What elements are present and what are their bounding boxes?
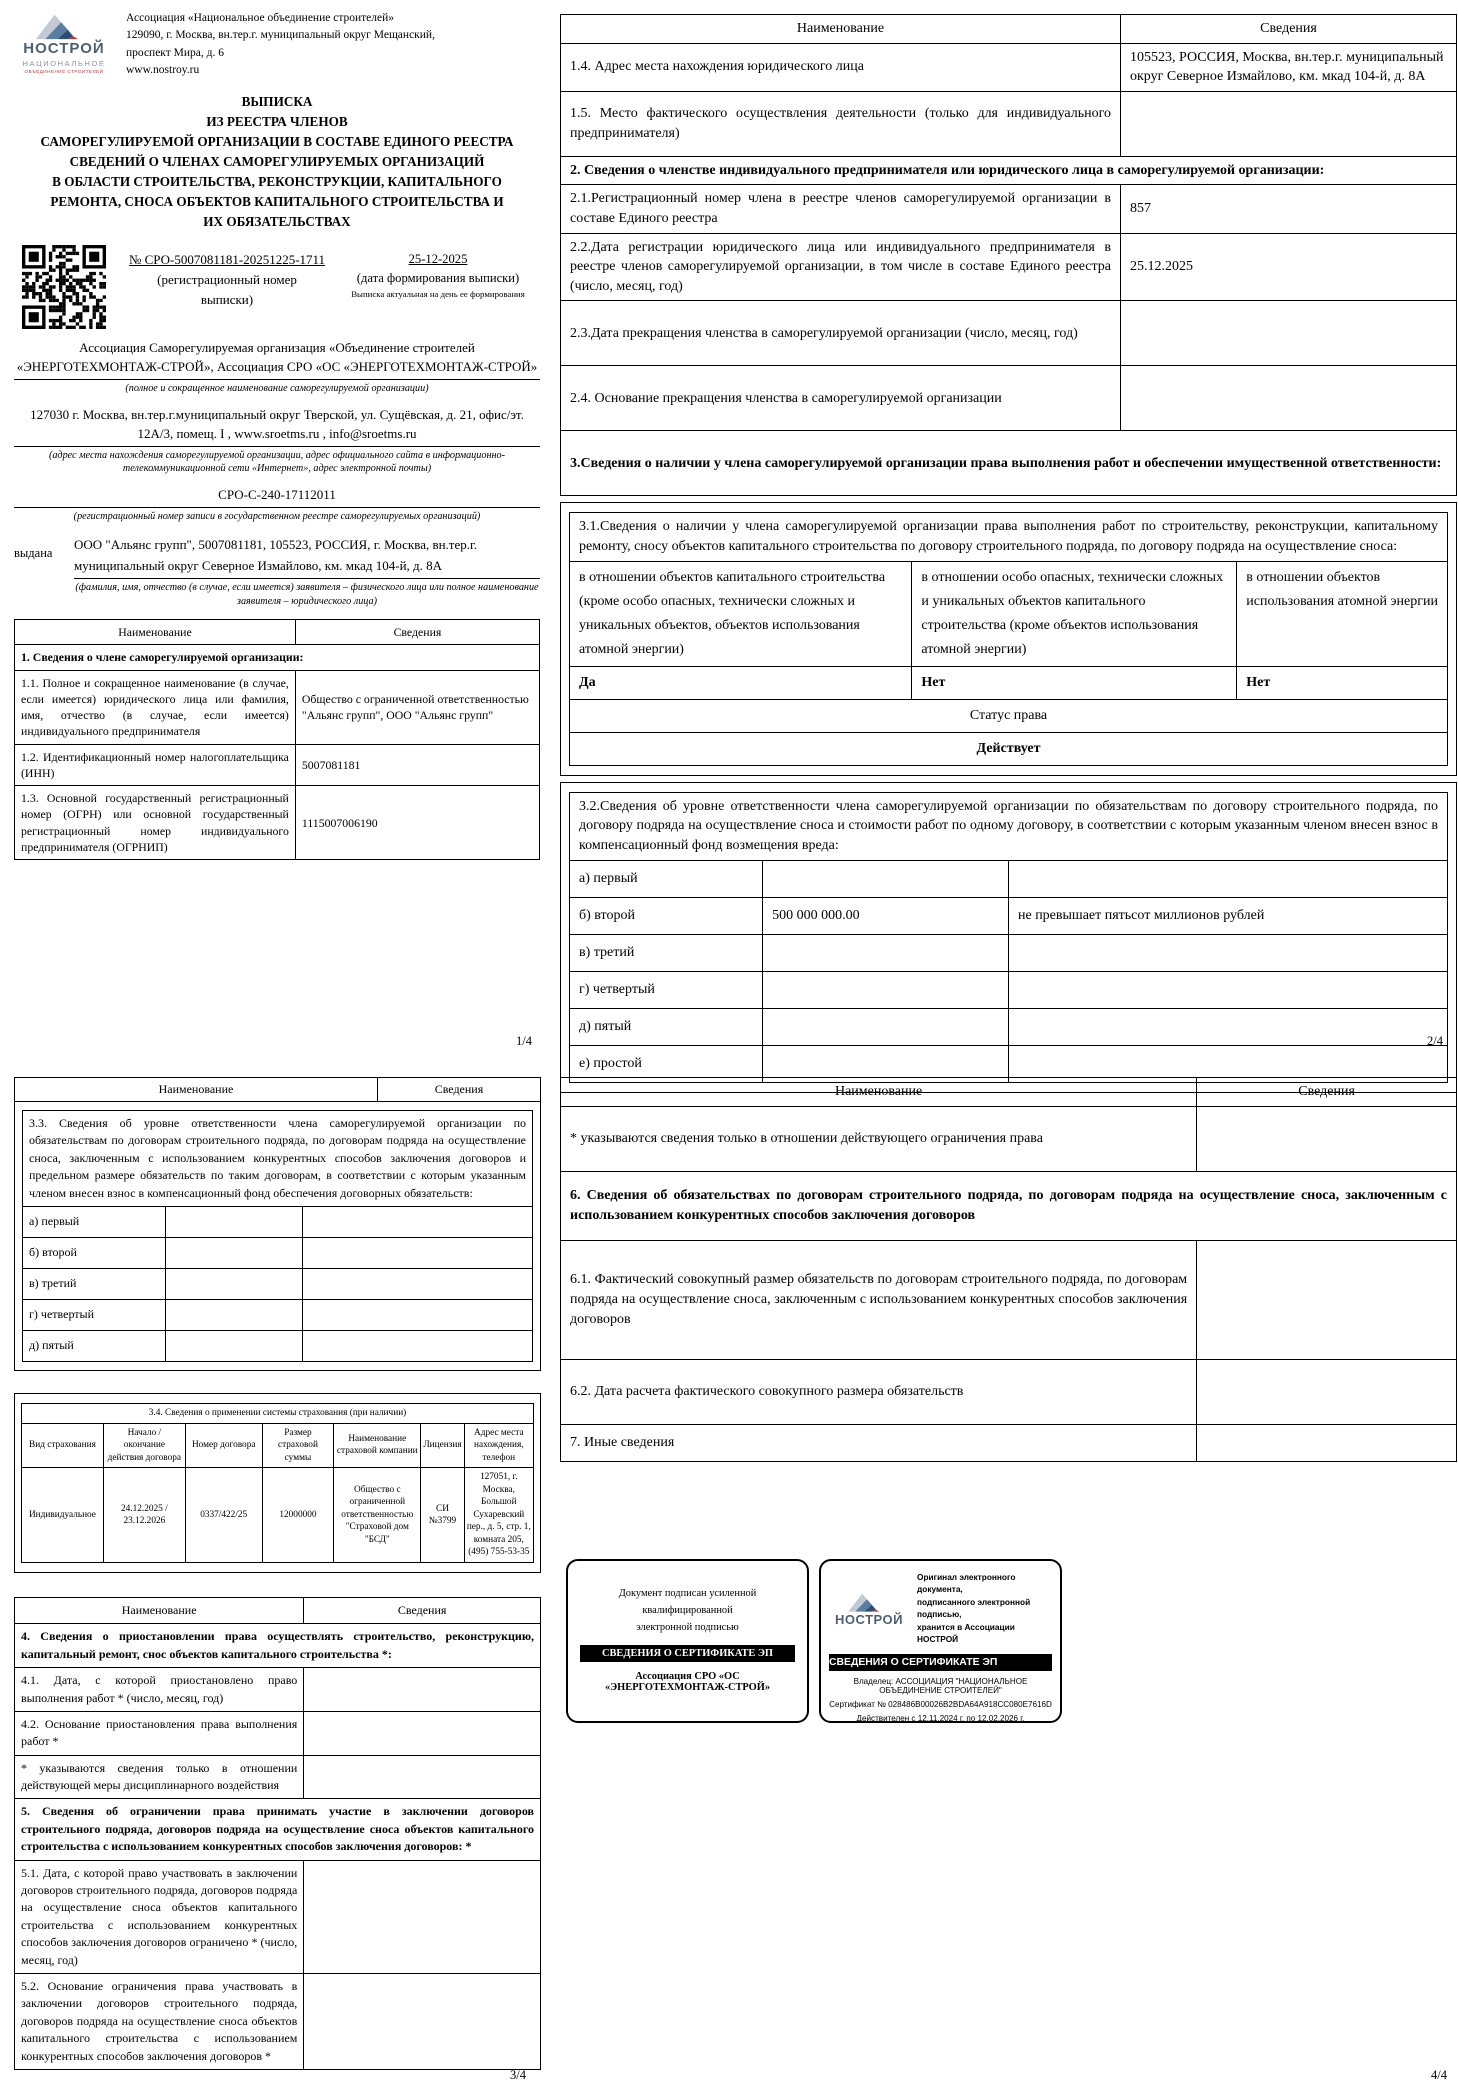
logo-subtitle-2: ОБЪЕДИНЕНИЕ СТРОИТЕЛЕЙ (24, 68, 104, 74)
row-label: 5.2. Основание ограничения права участвовать в заключении договоров строительного подряда, договоров подряда на осуществление сноса объектов капитального строительства с использованием конкурентных способов заключения договоров * (15, 1974, 304, 2070)
table-row (561, 43, 1457, 91)
nested-table-row (15, 1102, 541, 1371)
title-line: САМОРЕГУЛИРУЕМОЙ ОРГАНИЗАЦИИ В СОСТАВЕ ЕДИНОГО РЕЕСТРА (40, 134, 514, 149)
column-header-name: Наименование (15, 1078, 378, 1102)
sro-address: 127030 г. Москва, вн.тер.г.муниципальный округ Тверской, ул. Сущёвская, д. 21, офис/эт. 12А/3, помещ. I , www.sroetms.ru , info@sroetms.ru (14, 405, 540, 447)
level-note (1008, 860, 1447, 897)
signature-stamps (566, 1559, 1062, 1723)
sro-reg-number: СРО-С-240-17112011 (14, 485, 540, 508)
registration-row (14, 245, 540, 329)
sro-reg-caption: (регистрационный номер записи в государственном реестре саморегулируемых организаций) (73, 510, 481, 522)
status-value-row (570, 732, 1448, 765)
insurance-header: Наименование страховой компании (334, 1423, 421, 1468)
title-line: РЕМОНТА, СНОСА ОБЪЕКТОВ КАПИТАЛЬНОГО СТРОИТЕЛЬСТВА И (50, 194, 504, 209)
table-row (15, 1711, 541, 1755)
insurance-sum: 12000000 (262, 1468, 334, 1563)
insurance-license: СИ №3799 (421, 1468, 464, 1563)
column-header-value: Сведения (304, 1597, 541, 1623)
column-header-value: Сведения (377, 1078, 540, 1102)
page-1 (14, 8, 540, 860)
level-label: б) второй (570, 897, 763, 934)
rights-value: Да (570, 666, 912, 699)
rights-column: в отношении объектов использования атомной энергии (1237, 561, 1448, 666)
member-name: ООО "Альянс групп", 5007081181, 105523, РОССИЯ, г. Москва, вн.тер.г. муниципальный округ Северное Измайлово, км. мкад 104-й, д. 8А (74, 534, 540, 579)
extract-reg-caption: выписки) (200, 292, 254, 307)
level-amount (165, 1237, 303, 1268)
level-amount: 500 000 000.00 (763, 897, 1009, 934)
work-rights-table (569, 512, 1448, 766)
insurance-period: 24.12.2025 / 23.12.2026 (103, 1468, 185, 1563)
extract-date: 25-12-2025 (408, 252, 468, 266)
row-value (1121, 301, 1457, 366)
row-label: 2.1.Регистрационный номер члена в реестре членов саморегулируемой организации в составе Единого реестра (561, 185, 1121, 233)
qr-code (22, 245, 106, 329)
table-row (561, 91, 1457, 156)
document-header (14, 8, 540, 79)
row-value: Общество с ограниченной ответственностью "Альянс групп", ООО "Альянс групп" (295, 670, 539, 744)
page-2 (560, 14, 1457, 1093)
insurance-header: Лицензия (421, 1423, 464, 1468)
column-header-value: Сведения (1121, 15, 1457, 44)
row-label: 1.3. Основной государственный регистрационный номер (ОГРН) или основной государственный регистрационный номер индивидуального предпринимателя (ОГРНИП) (15, 786, 296, 860)
table-row (561, 1107, 1457, 1172)
liability-intro: 3.2.Сведения об уровне ответственности члена саморегулируемой организации по обязательствам по договору строительного подряда, по договору подряда на осуществление сноса и стоимости работ по одному договору, в соответствии с которым указанным членом внесен взнос в компенсационный фонд возмещения вреда: (570, 792, 1448, 860)
row-value: 25.12.2025 (1121, 233, 1457, 301)
level-label: д) пятый (570, 1008, 763, 1045)
sro-name-field (14, 338, 540, 396)
table-row (15, 1668, 541, 1712)
row-label: 1.2. Идентификационный номер налогоплательщика (ИНН) (15, 744, 296, 786)
column-header-name: Наименование (561, 1078, 1197, 1107)
table-row (570, 513, 1448, 561)
level-note (303, 1330, 533, 1361)
cert-validity: Действителен с 12.11.2024 г. по 12.02.2026 г. (856, 1713, 1025, 1723)
row-label: 2.4. Основание прекращения членства в саморегулируемой организации (561, 366, 1121, 431)
level-label: г) четвертый (23, 1299, 166, 1330)
insurance-title: 3.4. Сведения о применении системы страхования (при наличии) (22, 1403, 534, 1423)
table-row (561, 233, 1457, 301)
page-4 (560, 1077, 1457, 1723)
section-row (15, 645, 540, 670)
level-row (23, 1330, 533, 1361)
insurance-box (14, 1393, 541, 1573)
stamp-text-line: электронной подписью (636, 1622, 739, 1633)
rights-column: в отношении объектов капитального строительства (кроме особо опасных, технически сложных и уникальных объектов, объектов использования атомной энергии) (570, 561, 912, 666)
row-label: * указываются сведения только в отношении действующей меры дисциплинарного воздействия (15, 1755, 304, 1799)
column-header-value: Сведения (295, 620, 539, 645)
sro-name-caption: (полное и сокращенное наименование саморегулируемой организации) (125, 383, 429, 394)
row-value (1197, 1360, 1457, 1425)
page-number: 4/4 (1431, 2068, 1447, 2082)
title-line: ИЗ РЕЕСТРА ЧЛЕНОВ (206, 114, 348, 129)
level-amount (165, 1299, 303, 1330)
row-value: 857 (1121, 185, 1457, 233)
table-header-row (15, 1078, 541, 1102)
insurance-header-row (22, 1423, 534, 1468)
liability-levels-table (569, 792, 1448, 1083)
nostroy-mountain-icon (829, 1591, 909, 1613)
rights-value: Нет (1237, 666, 1448, 699)
row-value (304, 1668, 541, 1712)
level-row (570, 860, 1448, 897)
section-row (561, 431, 1457, 496)
section-6-title: 6. Сведения об обязательствах по договорам строительного подряда, по договорам подряда на осуществление сноса, заключенным с использованием конкурентных способов заключения договоров (561, 1172, 1457, 1241)
level-note: не превышает пятьсот миллионов рублей (1008, 897, 1447, 934)
extract-date-block (336, 245, 540, 300)
section-row (15, 1799, 541, 1860)
table-row (15, 1974, 541, 2070)
nested-cell (15, 1102, 541, 1371)
table-row (15, 670, 540, 744)
cert-info-bar: СВЕДЕНИЯ О СЕРТИФИКАТЕ ЭП (829, 1654, 1052, 1671)
row-value (1197, 1425, 1457, 1462)
cert-number: Сертификат № 028486B00026B2BDA64A918CC080E7616D (829, 1699, 1052, 1709)
extract-reg-number: № СРО-5007081181-20251225-1711 (128, 252, 326, 267)
cert-info-bar: СВЕДЕНИЯ О СЕРТИФИКАТЕ ЭП (580, 1645, 795, 1662)
row-value (304, 1974, 541, 2070)
page-3 (14, 1077, 541, 2070)
rights-column: в отношении особо опасных, технически сложных и уникальных объектов капитального строительства (кроме объектов использования атомной энергии) (912, 561, 1237, 666)
section-1-title: 1. Сведения о члене саморегулируемой организации: (15, 645, 540, 670)
row-value (304, 1711, 541, 1755)
table-row (15, 1755, 541, 1799)
page-number: 2/4 (1427, 1034, 1443, 1048)
nostroy-logo (14, 8, 114, 79)
row-label: 4.2. Основание приостановления права выполнения работ * (15, 1711, 304, 1755)
sro-reg-field (14, 485, 540, 524)
level-amount (165, 1206, 303, 1237)
stamp-text-line: подписанного электронной подписью, (917, 1596, 1031, 1620)
row-value (1121, 91, 1457, 156)
nostroy-mountain-icon (14, 11, 114, 41)
level-label: в) третий (23, 1268, 166, 1299)
level-row (23, 1237, 533, 1268)
level-row (23, 1206, 533, 1237)
level-amount (165, 1268, 303, 1299)
extract-number-block (118, 245, 336, 310)
work-rights-box (560, 502, 1457, 776)
stamp-org-name: Ассоциация СРО «ОС «ЭНЕРГОТЕХМОНТАЖ-СТРОЙ» (604, 1671, 771, 1693)
logo-title: НОСТРОЙ (835, 1611, 903, 1627)
row-label: 1.1. Полное и сокращенное наименование (в случае, если имеется) юридического лица или фамилия, имя, отчество (в случае, если имеется) индивидуального предпринимателя (15, 670, 296, 744)
insurance-company: Общество с ограниченной ответственностью "Страховой дом "БСД" (334, 1468, 421, 1563)
row-value (1121, 366, 1457, 431)
status-label: Статус права (570, 699, 1448, 732)
row-value (1197, 1241, 1457, 1360)
stamp-text-line: Оригинал электронного документа, (917, 1572, 1016, 1595)
row-value: 1115007006190 (295, 786, 539, 860)
suspension-table (14, 1597, 541, 2070)
level-label: г) четвертый (570, 971, 763, 1008)
level-note (303, 1299, 533, 1330)
table-row (23, 1111, 533, 1207)
level-note (1008, 971, 1447, 1008)
extract-reg-caption: (регистрационный номер (157, 272, 297, 287)
section-5-title: 5. Сведения об ограничении права принимать участие в заключении договоров строительного подряда, договоров подряда на осуществление сноса объектов капитального строительства с использованием конкурентных способов заключения договоров: * (15, 1799, 541, 1860)
level-label: а) первый (570, 860, 763, 897)
nostroy-logo-small (829, 1591, 909, 1626)
sro-address-caption: (адрес места нахождения саморегулируемой организации, адрес официального сайта в информационно-телекоммуникационной сети «Интернет», адрес электронной почты) (48, 449, 506, 474)
cert-owner: Владелец: АССОЦИАЦИЯ "НАЦИОНАЛЬНОЕ ОБЪЕДИНЕНИЕ СТРОИТЕЛЕЙ" (853, 1676, 1028, 1695)
table-row (561, 366, 1457, 431)
logo-title: НОСТРОЙ (23, 40, 105, 57)
section-3-title: 3.Сведения о наличии у члена саморегулируемой организации права выполнения работ и обеспечении имущественной ответственности: (561, 431, 1457, 496)
liability-kf-odo-inner (22, 1110, 533, 1362)
nostroy-org-name: Ассоциация «Национальное объединение строителей» (126, 12, 395, 24)
section-row (15, 1624, 541, 1668)
status-label-row (570, 699, 1448, 732)
title-line: ВЫПИСКА (241, 94, 313, 109)
insurance-data-row (22, 1468, 534, 1563)
obligations-table (560, 1077, 1457, 1462)
level-row (570, 971, 1448, 1008)
issued-caption: (фамилия, имя, отчество (в случае, если имеется) заявителя – физического лица или полное наименование заявителя – юридического лица) (75, 582, 539, 607)
row-label: 1.4. Адрес места нахождения юридического лица (561, 43, 1121, 91)
row-label: 6.2. Дата расчета фактического совокупного размера обязательств (561, 1360, 1197, 1425)
insurance-header: Номер договора (185, 1423, 262, 1468)
insurance-address: 127051, г. Москва, Большой Сухаревский пер., д. 5, стр. 1, комната 205, (495) 755-53-35 (464, 1468, 533, 1563)
row-label: 5.1. Дата, с которой право участвовать в заключении договоров строительного подряда, договоров подряда на осуществление сноса объектов капитального строительства с использованием конкурентных способов заключения договоров ограничено * (число, месяц, год) (15, 1860, 304, 1973)
table-row (561, 1360, 1457, 1425)
table-header-row (561, 15, 1457, 44)
table-header-row (15, 620, 540, 645)
section-4-title: 4. Сведения о приостановлении права осуществлять строительство, реконструкцию, капитальный ремонт, снос объектов капитального строительства *: (15, 1624, 541, 1668)
sro-name: Ассоциация Саморегулируемая организация «Объединение строителей «ЭНЕРГОТЕХМОНТАЖ-СТРОЙ», Ассоциация СРО «ОС «ЭНЕРГОТЕХМОНТАЖ-СТРОЙ» (14, 338, 540, 380)
table-header-row (15, 1597, 541, 1623)
section-row (561, 1172, 1457, 1241)
row-label: * указываются сведения только в отношении действующего ограничения права (561, 1107, 1197, 1172)
row-label: 6.1. Фактический совокупный размер обязательств по договорам строительного подряда, по договорам подряда на осуществление сноса, заключенным с использованием конкурентных способов заключения договоров (561, 1241, 1197, 1360)
row-label: 2.3.Дата прекращения членства в саморегулируемой организации (число, месяц, год) (561, 301, 1121, 366)
level-note (303, 1206, 533, 1237)
level-label: в) третий (570, 934, 763, 971)
row-label: 2.2.Дата регистрации юридического лица или индивидуального предпринимателя в реестре членов саморегулируемой организации, в том числе в составе Единого реестра (число, месяц, год) (561, 233, 1121, 301)
level-amount (763, 860, 1009, 897)
document-title (14, 92, 540, 232)
column-header-value: Сведения (1197, 1078, 1457, 1107)
level-row (570, 897, 1448, 934)
row-value: 5007081181 (295, 744, 539, 786)
column-header-name: Наименование (15, 1597, 304, 1623)
rights-values-row (570, 666, 1448, 699)
rights-value: Нет (912, 666, 1237, 699)
level-row (570, 1008, 1448, 1045)
level-note (303, 1268, 533, 1299)
row-label: 4.1. Дата, с которой приостановлено право выполнения работ * (число, месяц, год) (15, 1668, 304, 1712)
insurance-table (21, 1403, 534, 1563)
liability-levels-box (560, 782, 1457, 1093)
row-value: 105523, РОССИЯ, Москва, вн.тер.г. муниципальный округ Северное Измайлово, км. мкад 104-й, д. 8А (1121, 43, 1457, 91)
insurance-header: Вид страхования (22, 1423, 104, 1468)
nostroy-address-block (126, 8, 435, 79)
level-label: а) первый (23, 1206, 166, 1237)
level-note (1008, 1008, 1447, 1045)
stamp-text-line: хранится в Ассоциации НОСТРОЙ (917, 1621, 1015, 1645)
extract-date-caption: (дата формирования выписки) (356, 271, 520, 285)
page-number: 3/4 (510, 2068, 526, 2082)
nostroy-address-line: 129090, г. Москва, вн.тер.г. муниципальный округ Мещанский, (126, 29, 435, 42)
stamp-header (829, 1571, 1052, 1646)
logo-subtitle: НАЦИОНАЛЬНОЕ (22, 58, 106, 68)
section-row (561, 156, 1457, 185)
level-row (23, 1299, 533, 1330)
rights-columns-row (570, 561, 1448, 666)
liability-kf-odo-table (14, 1077, 541, 1371)
level-label: д) пятый (23, 1330, 166, 1361)
row-label: 1.5. Место фактического осуществления деятельности (только для индивидуального предпринимателя) (561, 91, 1121, 156)
insurance-header: Начало / окончание действия договора (103, 1423, 185, 1468)
row-value (1197, 1107, 1457, 1172)
table-row (15, 1860, 541, 1973)
title-line: ИХ ОБЯЗАТЕЛЬСТВАХ (203, 214, 351, 229)
stamp-original-note (917, 1571, 1052, 1646)
liability-odo-intro: 3.3. Сведения об уровне ответственности члена саморегулируемой организации по обязательствам по договорам строительного подряда, по договорам подряда на осуществление сноса, заключенным с использованием конкурентных способов заключения договоров и предельном размере обязательств по таким договорам, в соответствии с которым указанным членом внесен взнос в компенсационный фонд обеспечения договорных обязательств: (23, 1111, 533, 1207)
signature-stamp-nostroy (819, 1559, 1062, 1723)
nostroy-url: www.nostroy.ru (126, 63, 200, 76)
level-row (570, 934, 1448, 971)
insurance-header: Адрес места нахождения, телефон (464, 1423, 533, 1468)
status-value: Действует (570, 732, 1448, 765)
column-header-name: Наименование (15, 620, 296, 645)
table-row (22, 1403, 534, 1423)
level-note (303, 1237, 533, 1268)
table-header-row (561, 1078, 1457, 1107)
insurance-header: Размер страховой суммы (262, 1423, 334, 1468)
level-label: е) простой (570, 1045, 763, 1082)
row-label: 7. Иные сведения (561, 1425, 1197, 1462)
title-line: СВЕДЕНИЙ О ЧЛЕНАХ САМОРЕГУЛИРУЕМЫХ ОРГАНИЗАЦИЙ (69, 154, 485, 169)
insurance-type: Индивидуальное (22, 1468, 104, 1563)
member-details-table (560, 14, 1457, 496)
page-number: 1/4 (516, 1034, 532, 1048)
table-row (561, 301, 1457, 366)
level-row (23, 1268, 533, 1299)
insurance-contract: 0337/422/25 (185, 1468, 262, 1563)
level-amount (165, 1330, 303, 1361)
issued-row (14, 534, 540, 579)
level-amount (763, 934, 1009, 971)
level-note (1008, 934, 1447, 971)
stamp-text-line: Документ подписан усиленной квалифицированной (618, 1588, 757, 1616)
nostroy-address-line: проспект Мира, д. 6 (126, 46, 224, 59)
member-info-table (14, 619, 540, 860)
column-header-name: Наименование (561, 15, 1121, 44)
signature-stamp-sro (566, 1559, 809, 1723)
table-row (570, 792, 1448, 860)
section-2-title: 2. Сведения о членстве индивидуального предпринимателя или юридического лица в саморегулируемой организации: (561, 156, 1457, 185)
level-label: б) второй (23, 1237, 166, 1268)
issued-label: выдана (14, 546, 53, 560)
row-value (304, 1755, 541, 1799)
sro-address-field (14, 405, 540, 476)
table-row (561, 1241, 1457, 1360)
table-row (561, 1425, 1457, 1462)
table-row (15, 744, 540, 786)
rights-intro: 3.1.Сведения о наличии у члена саморегулируемой организации права выполнения работ по строительству, реконструкции, капитальному ремонту, сносу объектов капитального строительства по договору строительного подряда, по договору подряда на осуществление сноса: (570, 513, 1448, 561)
level-amount (763, 1008, 1009, 1045)
table-row (561, 185, 1457, 233)
table-row (15, 786, 540, 860)
row-value (304, 1860, 541, 1973)
title-line: В ОБЛАСТИ СТРОИТЕЛЬСТВА, РЕКОНСТРУКЦИИ, КАПИТАЛЬНОГО (52, 174, 502, 189)
level-amount (763, 971, 1009, 1008)
extract-date-note: Выписка актуальная на день ее формирования (351, 289, 525, 299)
